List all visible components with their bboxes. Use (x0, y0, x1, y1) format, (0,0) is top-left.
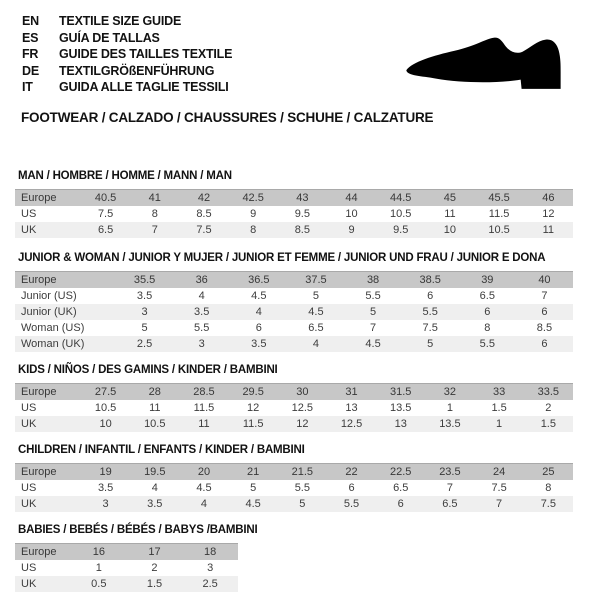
table-row (15, 560, 238, 576)
language-label: GUIDA ALLE TAGLIE TESSILI (59, 80, 229, 94)
size-cell: 3.5 (97, 482, 114, 494)
size-cell: 28.5 (193, 386, 215, 398)
size-cell: 7 (446, 482, 453, 494)
size-cell: 4 (200, 498, 208, 510)
language-row (22, 79, 232, 96)
row-label: US (21, 208, 37, 220)
size-cell: 5 (299, 498, 306, 510)
table-row (15, 272, 573, 289)
size-cell: 1.5 (491, 402, 507, 414)
size-cell: 2 (151, 562, 158, 574)
size-cell: 12 (247, 402, 260, 414)
size-cell: 45.5 (488, 192, 510, 204)
section-title: CHILDREN / INFANTIL / ENFANTS / KINDER / BAMBINI (18, 444, 305, 456)
row-label: US (21, 562, 37, 574)
size-cell: 6 (541, 306, 548, 318)
size-cell: 5.5 (194, 322, 210, 334)
size-cell: 0.5 (91, 578, 107, 590)
size-cell: 39 (481, 274, 494, 286)
size-cell: 9 (250, 208, 257, 220)
size-cell: 30 (296, 386, 309, 398)
size-cell: 1.5 (146, 578, 163, 590)
size-cell: 13 (345, 402, 358, 414)
size-cell: 19.5 (144, 466, 166, 478)
section-man (15, 170, 573, 238)
section-junior-woman (15, 252, 573, 352)
size-cell: 8.5 (196, 208, 212, 220)
row-label: Europe (21, 386, 57, 398)
section-title: MAN / HOMBRE / HOMME / MANN / MAN (18, 170, 232, 182)
size-cell: 6.5 (479, 290, 495, 302)
size-cell: 10 (99, 418, 112, 430)
size-cell: 9 (348, 224, 355, 236)
language-code: FR (22, 47, 39, 61)
size-cell: 5.5 (365, 290, 381, 302)
size-cell: 27.5 (94, 386, 117, 398)
size-cell: 42.5 (242, 192, 264, 204)
row-label: UK (21, 224, 37, 236)
size-cell: 7.5 (196, 224, 212, 236)
language-code: IT (22, 80, 33, 94)
size-cell: 8 (484, 322, 491, 334)
size-cell: 9.5 (294, 208, 310, 220)
size-cell: 3.5 (194, 306, 210, 318)
size-cell: 7 (370, 322, 377, 334)
size-cell: 11 (542, 224, 555, 236)
language-code: EN (22, 14, 39, 28)
language-row (22, 13, 232, 30)
size-cell: 13.5 (390, 402, 412, 414)
size-cell: 2.5 (202, 578, 218, 590)
size-cell: 38 (366, 274, 380, 286)
size-cell: 46 (542, 192, 555, 204)
size-cell: 5 (370, 306, 377, 318)
table-row (15, 222, 573, 238)
size-cell: 35.5 (133, 274, 156, 286)
language-label: GUÍA DE TALLAS (59, 30, 160, 45)
size-cell: 2 (545, 402, 552, 414)
size-cell: 3.5 (251, 338, 267, 350)
size-cell: 21 (247, 466, 260, 478)
language-label: TEXTILE SIZE GUIDE (59, 14, 182, 28)
size-cell: 5.5 (294, 482, 310, 494)
size-cell: 8 (545, 482, 552, 494)
table-row (15, 304, 573, 320)
size-table-babies (15, 543, 238, 592)
size-cell: 6.5 (393, 482, 409, 494)
size-cell: 12.5 (340, 418, 363, 430)
size-cell: 6.5 (308, 322, 324, 334)
size-cell: 44.5 (390, 192, 412, 204)
size-cell: 6 (348, 482, 355, 494)
size-cell: 7 (541, 290, 548, 302)
section-title: BABIES / BEBÉS / BÉBÉS / BABYS /BAMBINI (18, 524, 258, 536)
size-cell: 11.5 (193, 402, 215, 414)
section-children (15, 444, 573, 512)
table-row (15, 190, 573, 207)
size-table-kids (15, 383, 573, 432)
language-row (22, 63, 232, 80)
size-table-junior-woman (15, 271, 573, 352)
size-cell: 1 (496, 418, 503, 430)
size-cell: 19 (99, 466, 112, 478)
size-cell: 6 (484, 306, 491, 318)
size-cell: 4.5 (308, 306, 324, 318)
size-cell: 6.5 (97, 224, 114, 236)
size-cell: 5 (312, 290, 319, 302)
table-row (15, 544, 238, 561)
table-row (15, 480, 573, 496)
language-label: GUIDE DES TAILLES TEXTILE (59, 47, 233, 61)
size-cell: 41 (148, 192, 161, 204)
size-cell: 5 (250, 482, 257, 494)
row-label: Woman (UK) (21, 338, 85, 350)
row-label: Europe (21, 546, 57, 558)
size-cell: 16 (92, 546, 105, 558)
size-cell: 1 (446, 402, 453, 414)
size-cell: 5 (141, 322, 148, 334)
size-table-children (15, 463, 573, 512)
size-cell: 37.5 (305, 274, 327, 286)
size-cell: 1.5 (540, 418, 556, 430)
size-cell: 7.5 (97, 208, 114, 220)
table-row (15, 400, 573, 416)
size-cell: 31 (345, 386, 358, 398)
row-label: US (21, 482, 37, 494)
size-cell: 8.5 (294, 224, 310, 236)
row-label: Woman (US) (21, 322, 85, 334)
size-cell: 6 (427, 290, 434, 302)
size-cell: 40.5 (94, 192, 117, 204)
size-cell: 29.5 (242, 386, 264, 398)
size-cell: 11 (198, 418, 210, 430)
size-cell: 42 (197, 192, 211, 204)
size-cell: 3.5 (136, 290, 153, 302)
size-cell: 5.5 (422, 306, 438, 318)
size-cell: 4 (312, 338, 319, 350)
category-title: FOOTWEAR / CALZADO / CHAUSSURES / SCHUHE / CALZATURE (21, 110, 434, 125)
size-cell: 43 (296, 192, 309, 204)
size-cell: 13 (394, 418, 407, 430)
size-cell: 3 (207, 562, 214, 574)
size-cell: 5 (427, 338, 434, 350)
size-cell: 8 (151, 208, 158, 220)
size-cell: 10.5 (144, 418, 166, 430)
row-label: Europe (21, 274, 57, 286)
size-cell: 22.5 (390, 466, 412, 478)
size-table-man (15, 189, 573, 238)
table-row (15, 206, 573, 222)
size-cell: 8 (250, 224, 257, 236)
size-cell: 3 (102, 498, 109, 510)
table-row (15, 384, 573, 401)
row-label: US (21, 402, 37, 414)
size-cell: 36.5 (248, 274, 270, 286)
table-row (15, 320, 573, 336)
size-cell: 33.5 (537, 386, 560, 398)
table-row (15, 336, 573, 352)
language-label: TEXTILGRÖßENFÜHRUNG (59, 63, 215, 78)
size-cell: 25 (542, 466, 555, 478)
table-row (15, 416, 573, 432)
language-code: ES (22, 30, 39, 45)
table-row (15, 496, 573, 512)
size-cell: 4 (151, 482, 158, 494)
size-cell: 24 (492, 466, 506, 478)
size-cell: 17 (148, 546, 161, 558)
size-cell: 36 (195, 274, 208, 286)
size-cell: 31.5 (390, 386, 412, 398)
size-cell: 40 (538, 274, 551, 286)
size-cell: 38.5 (419, 274, 441, 286)
size-cell: 11 (444, 208, 456, 220)
size-cell: 11 (149, 402, 161, 414)
size-cell: 5.5 (343, 498, 360, 510)
size-cell: 7.5 (491, 482, 507, 494)
size-cell: 32 (443, 386, 457, 398)
size-cell: 7 (496, 498, 503, 510)
size-cell: 7.5 (540, 498, 556, 510)
section-kids (15, 364, 573, 432)
size-cell: 4.5 (196, 482, 212, 494)
size-cell: 7 (151, 224, 158, 236)
size-cell: 3 (198, 338, 205, 350)
size-cell: 4.5 (251, 290, 267, 302)
size-cell: 12 (296, 418, 309, 430)
size-cell: 20 (197, 466, 211, 478)
size-cell: 10 (443, 224, 457, 236)
size-cell: 10.5 (390, 208, 412, 220)
language-code: DE (22, 63, 39, 78)
language-row (22, 30, 232, 47)
size-cell: 8.5 (536, 322, 553, 334)
size-cell: 44 (345, 192, 358, 204)
row-label: UK (21, 578, 37, 590)
size-cell: 22 (345, 466, 358, 478)
size-cell: 6.5 (442, 498, 458, 510)
size-cell: 10.5 (488, 224, 510, 236)
table-row (15, 576, 238, 592)
size-cell: 6 (255, 322, 262, 334)
row-label: Junior (US) (21, 290, 77, 302)
size-cell: 12 (542, 208, 555, 220)
row-label: Europe (21, 192, 57, 204)
size-cell: 4.5 (245, 498, 261, 510)
row-label: UK (21, 498, 37, 510)
size-cell: 12.5 (291, 402, 314, 414)
size-cell: 4 (255, 306, 262, 318)
section-title: JUNIOR & WOMAN / JUNIOR Y MUJER / JUNIOR ET FEMME / JUNIOR UND FRAU / JUNIOR E DONA (18, 252, 546, 264)
row-label: Europe (21, 466, 57, 478)
size-cell: 9.5 (393, 224, 409, 236)
size-cell: 3.5 (147, 498, 163, 510)
size-cell: 1 (95, 562, 102, 574)
size-cell: 4 (198, 290, 205, 302)
section-babies (15, 524, 257, 592)
size-cell: 6 (541, 338, 548, 350)
size-cell: 11.5 (242, 418, 264, 430)
row-label: Junior (UK) (21, 306, 77, 318)
size-cell: 3 (141, 306, 148, 318)
size-cell: 23.5 (439, 466, 461, 478)
row-label: UK (21, 418, 37, 430)
size-cell: 10.5 (94, 402, 117, 414)
shoe-icon (397, 26, 569, 96)
size-cell: 4.5 (365, 338, 381, 350)
size-cell: 2.5 (136, 338, 153, 350)
size-cell: 7.5 (422, 322, 438, 334)
size-cell: 10 (345, 208, 358, 220)
size-cell: 11.5 (488, 208, 510, 220)
size-cell: 21.5 (291, 466, 314, 478)
language-list (22, 13, 232, 96)
size-cell: 28 (148, 386, 161, 398)
section-title: KIDS / NIÑOS / DES GAMINS / KINDER / BAMBINI (18, 364, 278, 376)
table-row (15, 464, 573, 481)
size-cell: 18 (204, 546, 217, 558)
size-cell: 5.5 (479, 338, 495, 350)
size-cell: 6 (397, 498, 404, 510)
size-cell: 33 (492, 386, 506, 398)
language-row (22, 46, 232, 63)
size-cell: 13.5 (439, 418, 461, 430)
table-row (15, 288, 573, 304)
size-cell: 45 (443, 192, 457, 204)
